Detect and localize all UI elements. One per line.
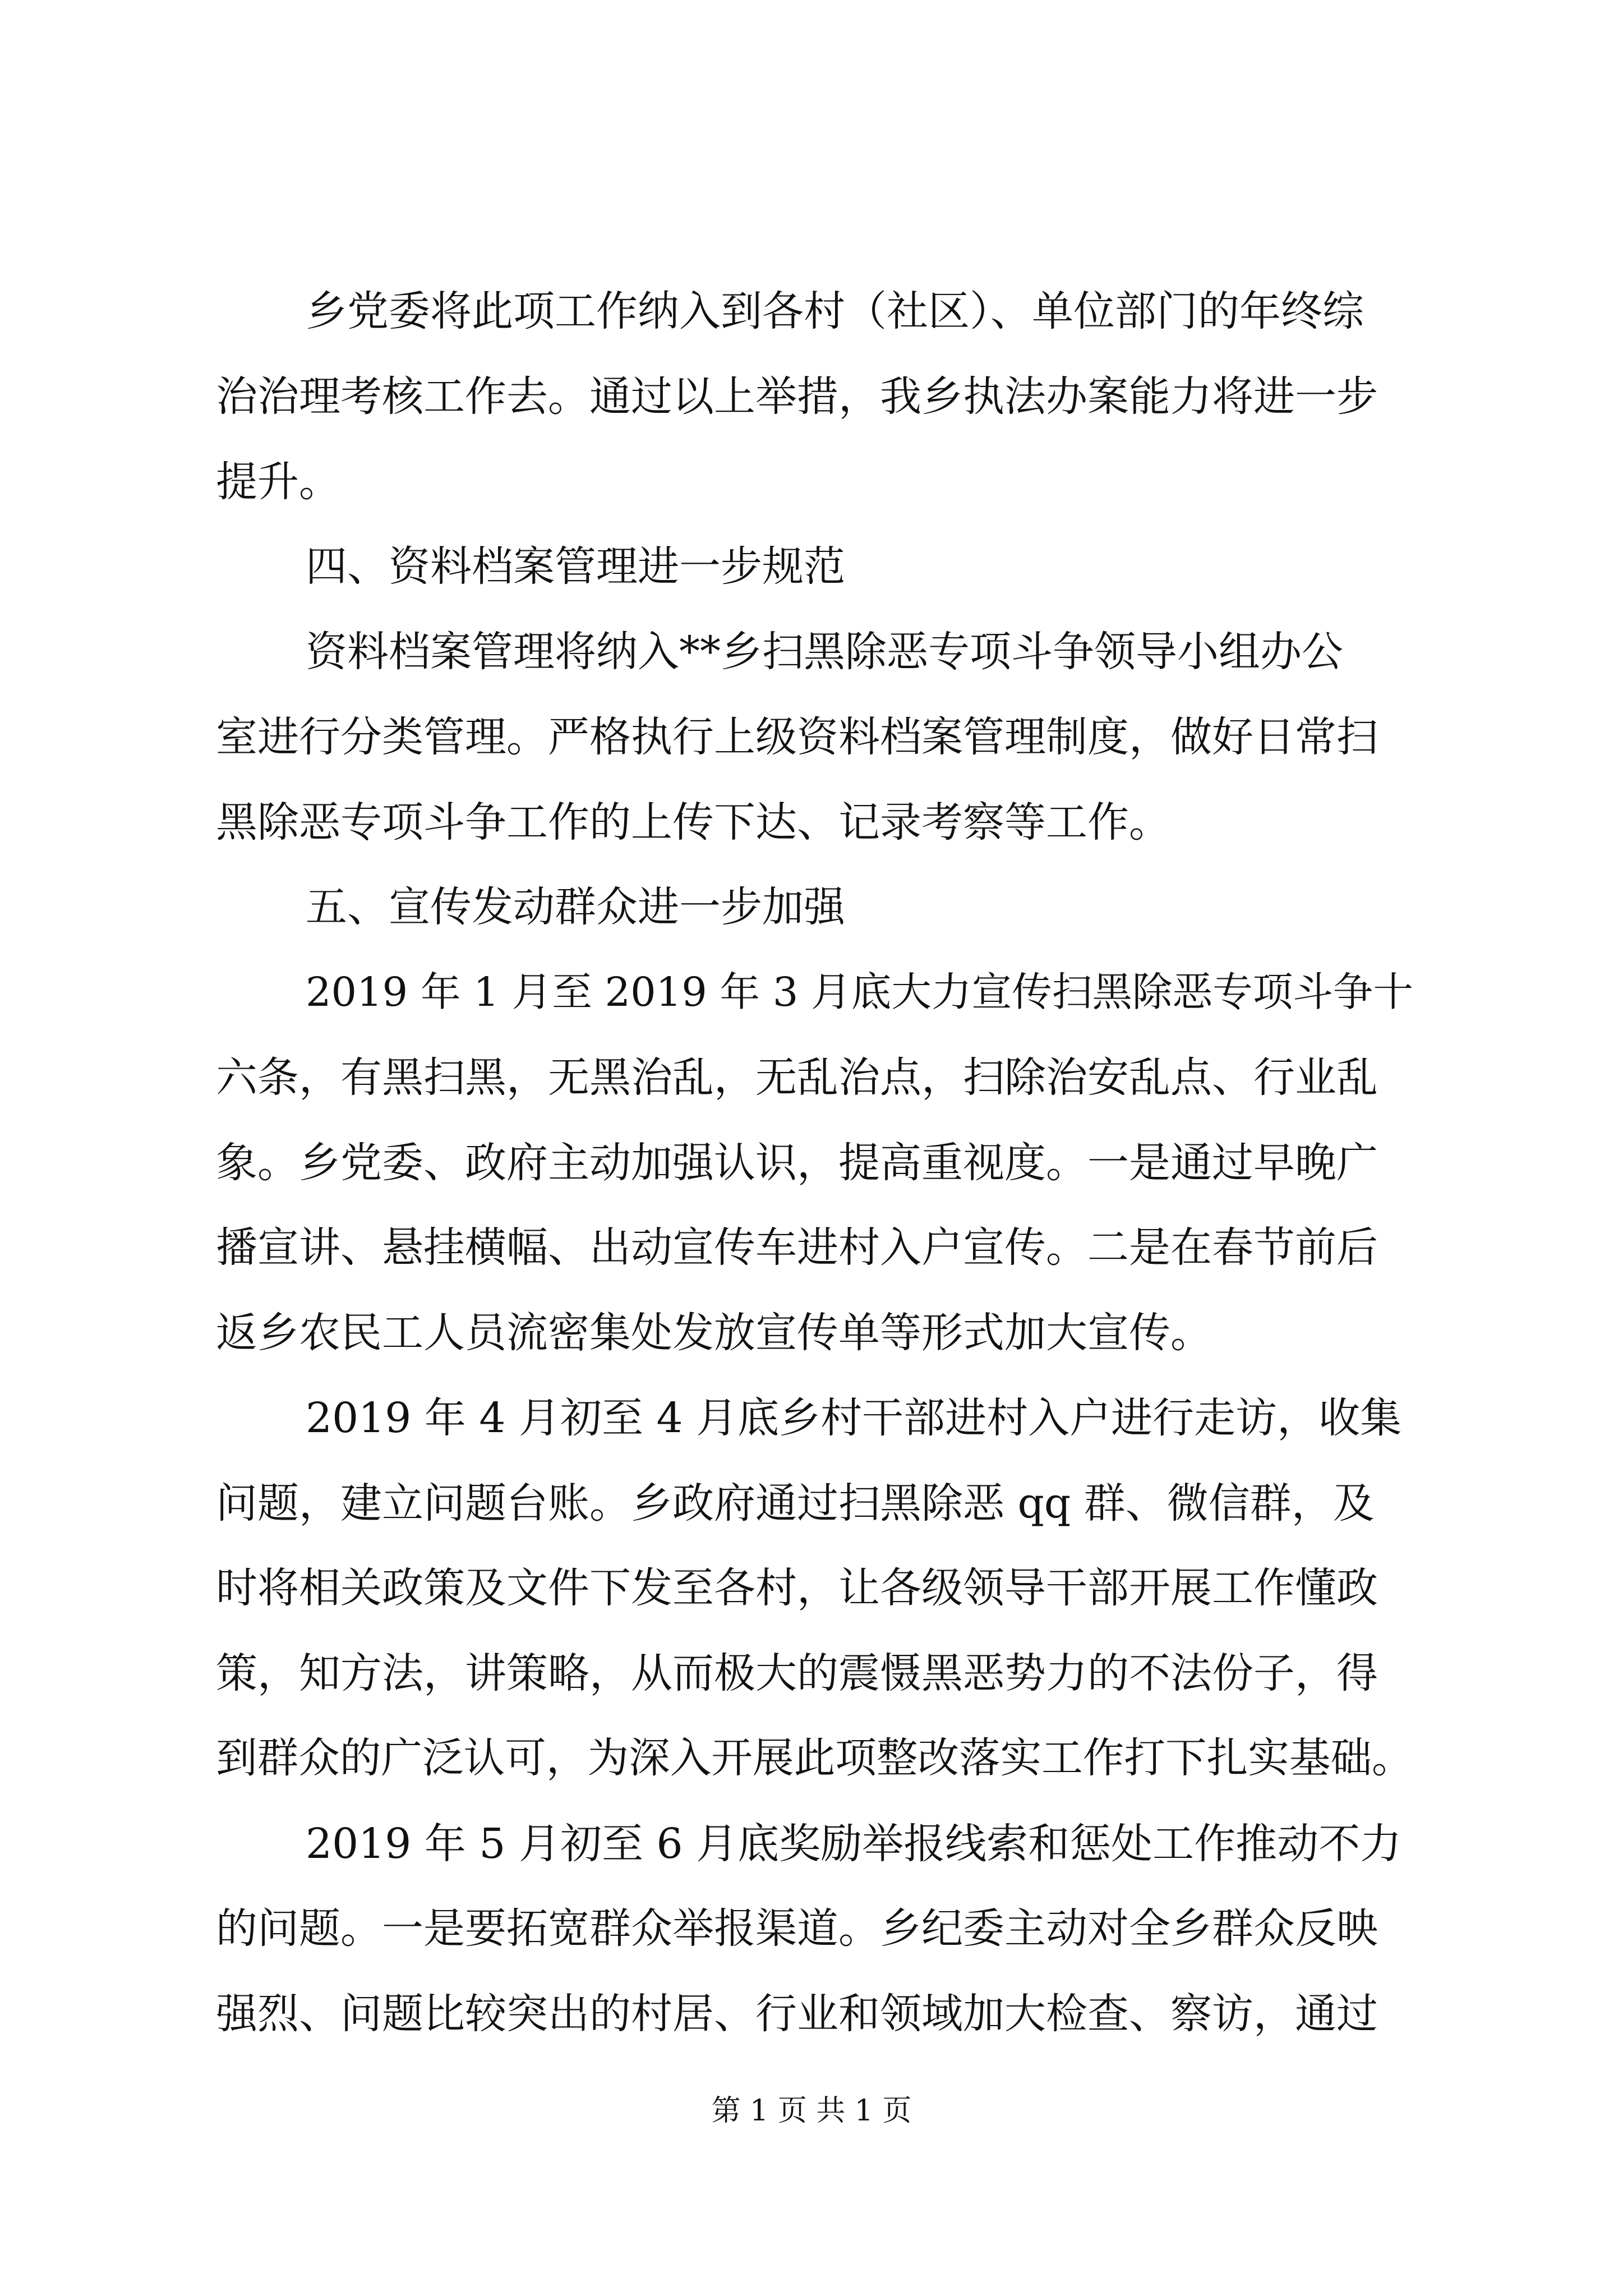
text-line: 象。乡党委、政府主动加强认识，提高重视度。一是通过早晚广 — [216, 1138, 1378, 1187]
text-line: 2019 年 5 月初至 6 月底奖励举报线索和惩处工作推动不力 — [306, 1819, 1402, 1868]
text-line: 治治理考核工作去。通过以上举措，我乡执法办案能力将进一步 — [216, 372, 1378, 421]
text-line: 黑除恶专项斗争工作的上传下达、记录考察等工作。 — [216, 798, 1170, 846]
text-line: 乡党委将此项工作纳入到各村（社区）、单位部门的年终综 — [306, 287, 1364, 335]
text-line: 问题，建立问题台账。乡政府通过扫黑除恶 qq 群、微信群，及 — [216, 1479, 1375, 1527]
text-line: 2019 年 4 月初至 4 月底乡村干部进村入户进行走访，收集 — [306, 1393, 1402, 1442]
text-line: 2019 年 1 月至 2019 年 3 月底大力宣传扫黑除恶专项斗争十 — [306, 969, 1414, 1015]
text-line: 资料档案管理将纳入**乡扫黑除恶专项斗争领导小组办公 — [306, 628, 1343, 676]
text-line: 时将相关政策及文件下发至各村，让各级领导干部开展工作懂政 — [216, 1564, 1378, 1613]
text-line: 六条，有黑扫黑，无黑治乱，无乱治点，扫除治安乱点、行业乱 — [216, 1053, 1378, 1102]
section-heading-5: 五、宣传发动群众进一步加强 — [306, 883, 845, 932]
text-line: 返乡农民工人员流密集处发放宣传单等形式加大宣传。 — [216, 1309, 1212, 1357]
text-line: 提升。 — [216, 457, 340, 506]
text-line: 的问题。一是要拓宽群众举报渠道。乡纪委主动对全乡群众反映 — [216, 1904, 1378, 1953]
text-line: 播宣讲、悬挂横幅、出动宣传车进村入户宣传。二是在春节前后 — [216, 1223, 1378, 1272]
text-line: 室进行分类管理。严格执行上级资料档案管理制度，做好日常扫 — [216, 712, 1378, 761]
section-heading-4: 四、资料档案管理进一步规范 — [306, 542, 845, 591]
text-line: 到群众的广泛认可，为深入开展此项整改落实工作打下扎实基础。 — [216, 1734, 1413, 1782]
text-line: 策，知方法，讲策略，从而极大的震慑黑恶势力的不法份子，得 — [216, 1649, 1378, 1697]
page-number-footer: 第 1 页 共 1 页 — [711, 2094, 912, 2128]
text-line: 强烈、问题比较突出的村居、行业和领域加大检查、察访，通过 — [216, 1990, 1378, 2038]
